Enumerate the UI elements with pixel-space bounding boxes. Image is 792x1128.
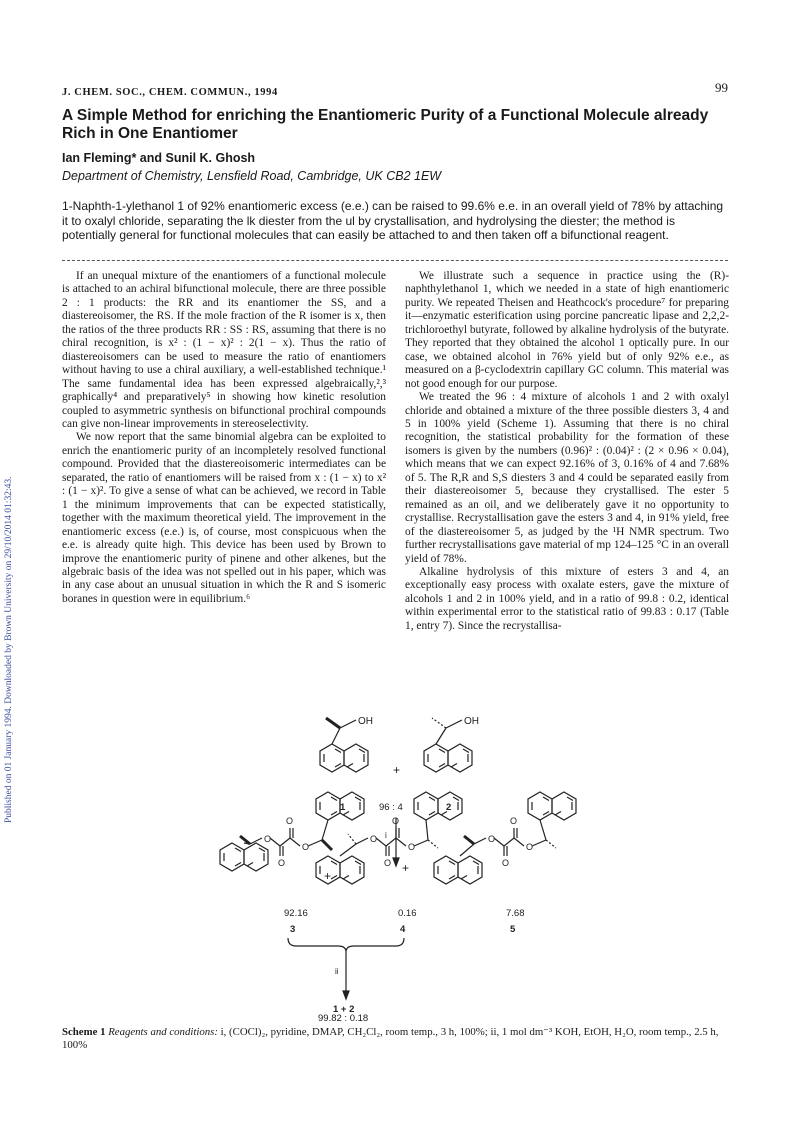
body-paragraph: If an unequal mixture of the enantiomers of a functional molecule is attached to an achiral bifunctional molecule, there are three possible 2 : 1 products: the RR and its enantiomer the SS, and a diastereoisomer, the RS. If the mole fraction of the R isomer is x, then the ratios of the three products RR : SS : RS, assuming that there is no chiral recognition, is x² : (1 − x)² : 2(1 − x). Thus the ratio of diastereoisomers can be used to measure the ratio of enantiomers without having to use a chiral auxiliary, a well-established technique.¹ The same fundamental idea has been expressed algebraically,²,³ graphically⁴ and preparatively⁵ in showing how kinetic resolution coupled to asymmetric synthesis on bifunctional prochiral compounds can give non-linear improvements in stereoselectivity. bbox=[62, 270, 386, 430]
body-paragraph: We now report that the same binomial algebra can be exploited to enrich the enantiomeric purity of an incompletely resolved functional compound. Provided that the diastereoisomeric intermediates can be separated, the ratio of enantiomers will be raised from x : (1 − x) to x² : (1 − x)². To give a sense of what can be achieved, we record in Table 1 the minimum improvements that can be expected statistically, together with the maximum theoretical yield. The improvement in the enantiomeric excess (e.e.) is, of course, most conspicuous when the e.e. is already quite high. This device has been used by Brown to improve the enantiomeric purity of pinene and other alkenes, but the algebraic basis of the idea was not spelled out in his paper, which was in any case about an unusual situation in which the R and S isomeric boranes in question were in equilibrium.⁶ bbox=[62, 431, 386, 605]
oxygen-label: O bbox=[408, 842, 416, 852]
oxygen-label: O bbox=[510, 816, 518, 826]
oxygen-label: O bbox=[384, 858, 392, 868]
article-abstract: 1-Naphth-1-ylethanol 1 of 92% enantiomeric excess (e.e.) can be raised to 99.6% e.e. in an overall yield of 78% by attaching it to oxalyl chloride, separating the lk diester from the ul by crystallisation, and hydrolysing the diester; the method is potentially general for functional molecules that can easily be attached to and then taken off a bifunctional reagent. bbox=[62, 199, 724, 243]
oxygen-label: O bbox=[392, 816, 400, 826]
compound-5-structure bbox=[434, 792, 576, 884]
yield-label-5: 7.68 bbox=[506, 908, 525, 919]
article-authors: Ian Fleming* and Sunil K. Ghosh bbox=[62, 151, 256, 165]
abstract-divider bbox=[62, 260, 728, 261]
body-paragraph: Alkaline hydrolysis of this mixture of esters 3 and 4, an exceptionally easy process with oxalate esters, gave the mixture of alcohols 1 and 2 in 100% yield, and in a ratio of 99.8 : 0.2, identical within experimental error to the statistical ratio of 99.83 : 0.17 (Table 1, entry 7). Since the recrystallisa- bbox=[405, 565, 729, 632]
hydroxyl-label: OH bbox=[464, 716, 479, 727]
compound-label-1: 1 bbox=[340, 802, 346, 813]
oxygen-label: O bbox=[278, 858, 286, 868]
page-number: 99 bbox=[715, 80, 728, 95]
hydroxyl-label: OH bbox=[358, 716, 373, 727]
oxygen-label: O bbox=[302, 842, 310, 852]
oxygen-label: O bbox=[264, 834, 272, 844]
plus-sign: + bbox=[402, 861, 410, 875]
body-column-left bbox=[62, 270, 386, 606]
body-paragraph: We illustrate such a sequence in practice using the (R)-naphthylethanol 1, which we needed in a state of high enantiomeric purity. We repeated Theisen and Heathcock's procedure⁷ for preparing it—enzymatic esterification using porcine pancreatic lipase and 2,2,2-trichloroethyl butyrate, followed by alkaline hydrolysis of the butyrate. They reported that they obtained the alcohol 1 optically pure. In our case, we obtained alcohol in 76% yield but of only 92% e.e., as measured on a β-cyclodextrin capillary GC column. This material was not good enough for our purpose. bbox=[405, 270, 729, 390]
oxygen-label: O bbox=[286, 816, 294, 826]
compound-label-4: 4 bbox=[400, 924, 406, 935]
oxygen-label: O bbox=[488, 834, 496, 844]
oxygen-label: O bbox=[526, 842, 534, 852]
product-ratio: 99.82 : 0.18 bbox=[318, 1013, 369, 1024]
journal-header: J. CHEM. SOC., CHEM. COMMUN., 1994 bbox=[62, 87, 278, 98]
article-affiliation: Department of Chemistry, Lensfield Road, Cambridge, UK CB2 1EW bbox=[62, 169, 442, 183]
article-title: A Simple Method for enriching the Enantiomeric Purity of a Functional Molecule already Rich in One Enantiomer bbox=[62, 107, 709, 142]
plus-sign: + bbox=[324, 869, 332, 883]
product-label: 1 + 2 bbox=[333, 1004, 355, 1015]
body-column-right bbox=[405, 270, 729, 633]
compound-label-2: 2 bbox=[446, 802, 452, 813]
oxygen-label: O bbox=[370, 834, 378, 844]
plus-sign: + bbox=[393, 763, 401, 777]
step-label-ii: ii bbox=[335, 967, 339, 976]
scheme-caption bbox=[62, 1026, 726, 1052]
yield-label-3: 92.16 bbox=[284, 908, 308, 919]
oxygen-label: O bbox=[502, 858, 510, 868]
caption-label: Scheme 1 bbox=[62, 1026, 106, 1038]
reaction-arrow-ii bbox=[288, 938, 404, 999]
publication-watermark: Published on 01 January 1994. Downloaded by Brown University on 29/10/2014 01:32:43. bbox=[4, 476, 14, 824]
reaction-scheme bbox=[0, 690, 792, 1020]
caption-italic: Reagents and conditions: bbox=[108, 1026, 218, 1038]
yield-label-4: 0.16 bbox=[398, 908, 417, 919]
step-label-i: i bbox=[385, 831, 387, 840]
compound-label-5: 5 bbox=[510, 924, 516, 935]
ratio-label: 96 : 4 bbox=[379, 802, 403, 813]
compound-label-3: 3 bbox=[290, 924, 296, 935]
caption-text: i, (COCl)₂, pyridine, DMAP, CH₂Cl₂, room temp., 3 h, 100%; ii, 1 mol dm⁻³ KOH, EtOH, H₂O, room temp., 2.5 h, 100% bbox=[62, 1026, 719, 1051]
body-paragraph: We treated the 96 : 4 mixture of alcohols 1 and 2 with oxalyl chloride and obtained a mixture of the three possible diesters 3, 4 and 5 in 100% yield (Scheme 1). Assuming that there is no chiral recognition, the statistical probability for the formation of these isomers is given by the numbers (0.96)² : (0.04)² : (2 × 0.96 × 0.04), which means that we can expect 92.16% of 3, 0.16% of 4 and 7.68% of 5. The R,R and S,S diesters 3 and 4 could be separated easily from their diastereoisomer 5, because they crystallised. The ester 5 remained as an oil, and we deliberately gave it no opportunity to crystallise. Recrystallisation gave the esters 3 and 4, in 91% yield, free of the diastereoisomer 5, as judged by the ¹H NMR spectrum. Two further recrystallisations gave material of mp 124–125 °C in an overall yield of 78%. bbox=[405, 391, 729, 565]
